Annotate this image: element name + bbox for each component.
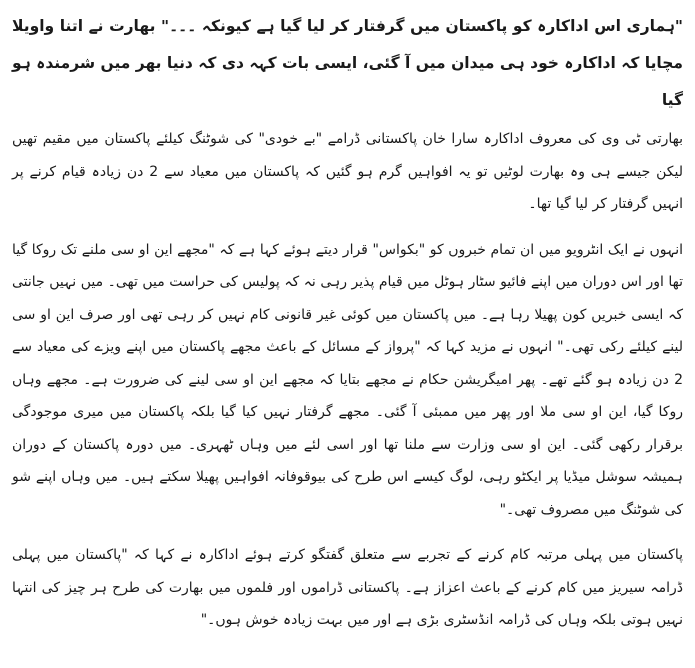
article-paragraph-experience: پاکستان میں پہلی مرتبہ کام کرنے کے تجربے سے متعلق گفتگو کرتے ہوئے اداکارہ نے کہا کہ "پاکستان میں پہلی ڈرامہ سیریز میں کام کرنے کے باعث اعزاز ہے۔ پاکستانی ڈراموں اور فلموں میں بھارت کی طرح ہر چیز کی انتہا نہیں ہوتی بلکہ وہاں کی ڈرامہ انڈسٹری بڑی ہے اور میں بہت زیادہ خوش ہوں۔" [12, 547, 683, 628]
article-paragraph-interview: انہوں نے ایک انٹرویو میں ان تمام خبروں کو "بکواس" قرار دیتے ہوئے کہا ہے کہ "مجھے این او سی ملنے تک روکا گیا تھا اور اس دوران میں اپنے فائیو سٹار ہوٹل میں قیام پذیر رہی نہ کہ پولیس کی حراست میں تھی۔ میں نہیں جانتی کہ ایسی خبریں کون پھیلا رہا ہے۔ میں پاکستان میں کوئی غیر قانونی کام نہیں کر رہی تھی اور صرف این او سی لینے کیلئے رکی تھی۔" انہوں نے مزید کہا کہ "پرواز کے مسائل کے باعث مجھے پاکستان میں اپنے ویزے کی معیاد سے 2 دن زیادہ ہو گئے تھے۔ پھر امیگریشن حکام نے مجھے بتایا کہ مجھے این او سی لینے کی ضرورت ہے۔ مجھے وہاں روکا گیا، این او سی ملا اور پھر میں ممبئی آ گئی۔ مجھے گرفتار نہیں کیا گیا بلکہ پاکستان میں میری موجودگی برقرار رکھی گئی۔ این او سی وزارت سے ملنا تھا اور اسی لئے میں وہاں ٹھہری۔ میں دورہ پاکستان کے دوران ہمیشہ سوشل میڈیا پر ایکٹو رہی، لوگ کیسے اس طرح کی بیوقوفانہ افواہیں پھیلا سکتے ہیں۔ میں وہاں اپنے شو کی شوٹنگ میں مصروف تھی۔" [12, 241, 683, 518]
article-paragraph-intro: بھارتی ٹی وی کی معروف اداکارہ سارا خان پاکستانی ڈرامے "بے خودی" کی شوٹنگ کیلئے پاکستان میں مقیم تھیں لیکن جیسے ہی وہ بھارت لوٹیں تو یہ افواہیں گرم ہو گئیں کہ پاکستان میں معیاد سے 2 دن زیادہ قیام کرنے پر انہیں گرفتار کر لیا گیا تھا۔ [12, 131, 683, 212]
article-headline: "ہماری اس اداکارہ کو پاکستان میں گرفتار کر لیا گیا ہے کیونکہ ۔۔۔" بھارت نے اتنا واویلا مچایا کہ اداکارہ خود ہی میدان میں آ گئی، ایسی بات کہہ دی کہ دنیا بھر میں شرمندہ ہو گیا [12, 17, 683, 109]
